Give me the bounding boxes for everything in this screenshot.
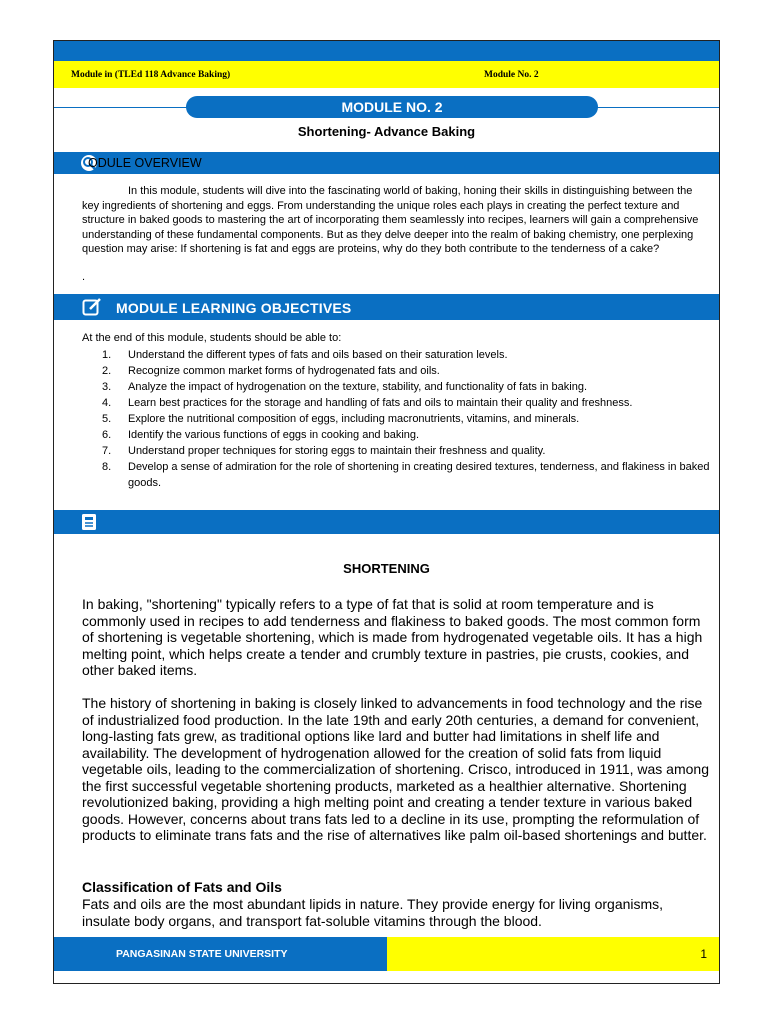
footer-yellow-block [387,937,719,971]
overview-dot: . [82,271,86,283]
list-item [102,459,712,491]
list-item [102,347,712,363]
shortening-paragraph-1: In baking, "shortening" typically refers to a type of fat that is solid at room temperature and is commonly used in recipes to add tenderness and flakiness to baked goods. The most common form of shortening is vegetable shortening, which is made from hydrogenated vegetable oils. It has a high melting point, which helps create a tender and crumbly texture in pastries, pie crusts, cookies, and other baked items. [82,596,703,678]
page-subtitle: Shortening- Advance Baking [297,124,476,139]
item-text: Analyze the impact of hydrogenation on the texture, stability, and functionality of fats in baking. [128,381,588,393]
module-page [53,40,720,984]
classification-heading: Classification of Fats and Oils [82,879,282,895]
module-number-label: Module No. 2 [484,70,539,80]
item-text: Develop a sense of admiration for the role of shortening in creating desired textures, tenderness, and flakiness in baked goods. [128,461,710,489]
list-item [102,411,712,427]
content-section-bar [54,510,719,534]
section-heading: SHORTENING [343,561,430,576]
module-header-row [54,61,719,88]
module-title-pill: MODULE NO. 2 [186,96,598,118]
overview-title: ODULE OVERVIEW [88,156,202,170]
item-number: 5. [102,413,112,425]
item-text: Recognize common market forms of hydrogenated fats and oils. [128,365,440,377]
classification-paragraph: Fats and oils are the most abundant lipids in nature. They provide energy for living organisms, insulate body organs, and transport fat-soluble vitamins through the blood. [82,896,664,929]
university-name: PANGASINAN STATE UNIVERSITY [116,948,288,960]
list-item [102,379,712,395]
item-number: 4. [102,397,112,409]
item-number: 8. [102,461,112,473]
overview-section-bar [54,152,719,174]
item-number: 7. [102,445,112,457]
item-text: Explore the nutritional composition of eggs, including macronutrients, vitamins, and minerals. [128,413,580,425]
objectives-list [102,347,712,491]
shortening-paragraph-2: The history of shortening in baking is closely linked to advancements in food technology and the rise of industrialized food production. In the late 19th and early 20th centuries, a demand for convenient, long-lasting fats grew, as traditional options like lard and butter had limitations in shelf life and availability. The development of hydrogenation allowed for the creation of solid fats from liquid vegetable oils, leading to the commercialization of shortening. Crisco, introduced in 1911, was among the first successful vegetable shortening products, marketed as a healthier alternative. Shortening revolutionized baking, providing a high melting point and creating a tender texture in various baked goods. However, concerns about trans fats led to a decline in its use, prompting the reformulation of products to eliminate trans fats and the rise of alternatives like palm oil-based shortenings and butter. [82,695,709,843]
top-blue-bar [54,41,719,61]
page-number: 1 [700,947,707,961]
objectives-title: MODULE LEARNING OBJECTIVES [116,300,352,316]
list-item [102,443,712,459]
item-number: 1. [102,349,112,361]
item-number: 2. [102,365,112,377]
list-item [102,395,712,411]
list-item [102,363,712,379]
module-course-label: Module in (TLEd 118 Advance Baking) [71,70,231,80]
objectives-intro: At the end of this module, students should be able to: [82,332,342,344]
overview-paragraph: In this module, students will dive into the fascinating world of baking, honing their skills in distinguishing between the key ingredients of shortening and eggs. From understanding the unique roles each plays in creating the perfect texture and structure in baked goods to mastering the art of incorporating them seamlessly into recipes, learners will gain a comprehensive understanding of these fundamental components. But as they delve deeper into the realm of baking chemistry, one perplexing question may arise: If shortening is fat and eggs are proteins, why do they both contribute to the tenderness of a cake? [82,185,699,256]
page-footer [54,937,719,971]
footer-blue-block [54,937,387,971]
item-number: 3. [102,381,112,393]
item-text: Identify the various functions of eggs in cooking and baking. [128,429,420,441]
document-icon [80,513,98,531]
list-item [102,427,712,443]
item-text: Understand proper techniques for storing eggs to maintain their freshness and quality. [128,445,546,457]
item-text: Learn best practices for the storage and handling of fats and oils to maintain their quality and freshness. [128,397,633,409]
item-text: Understand the different types of fats and oils based on their saturation levels. [128,349,508,361]
item-number: 6. [102,429,112,441]
objectives-section-bar [54,294,719,320]
pencil-edit-icon [82,297,102,317]
